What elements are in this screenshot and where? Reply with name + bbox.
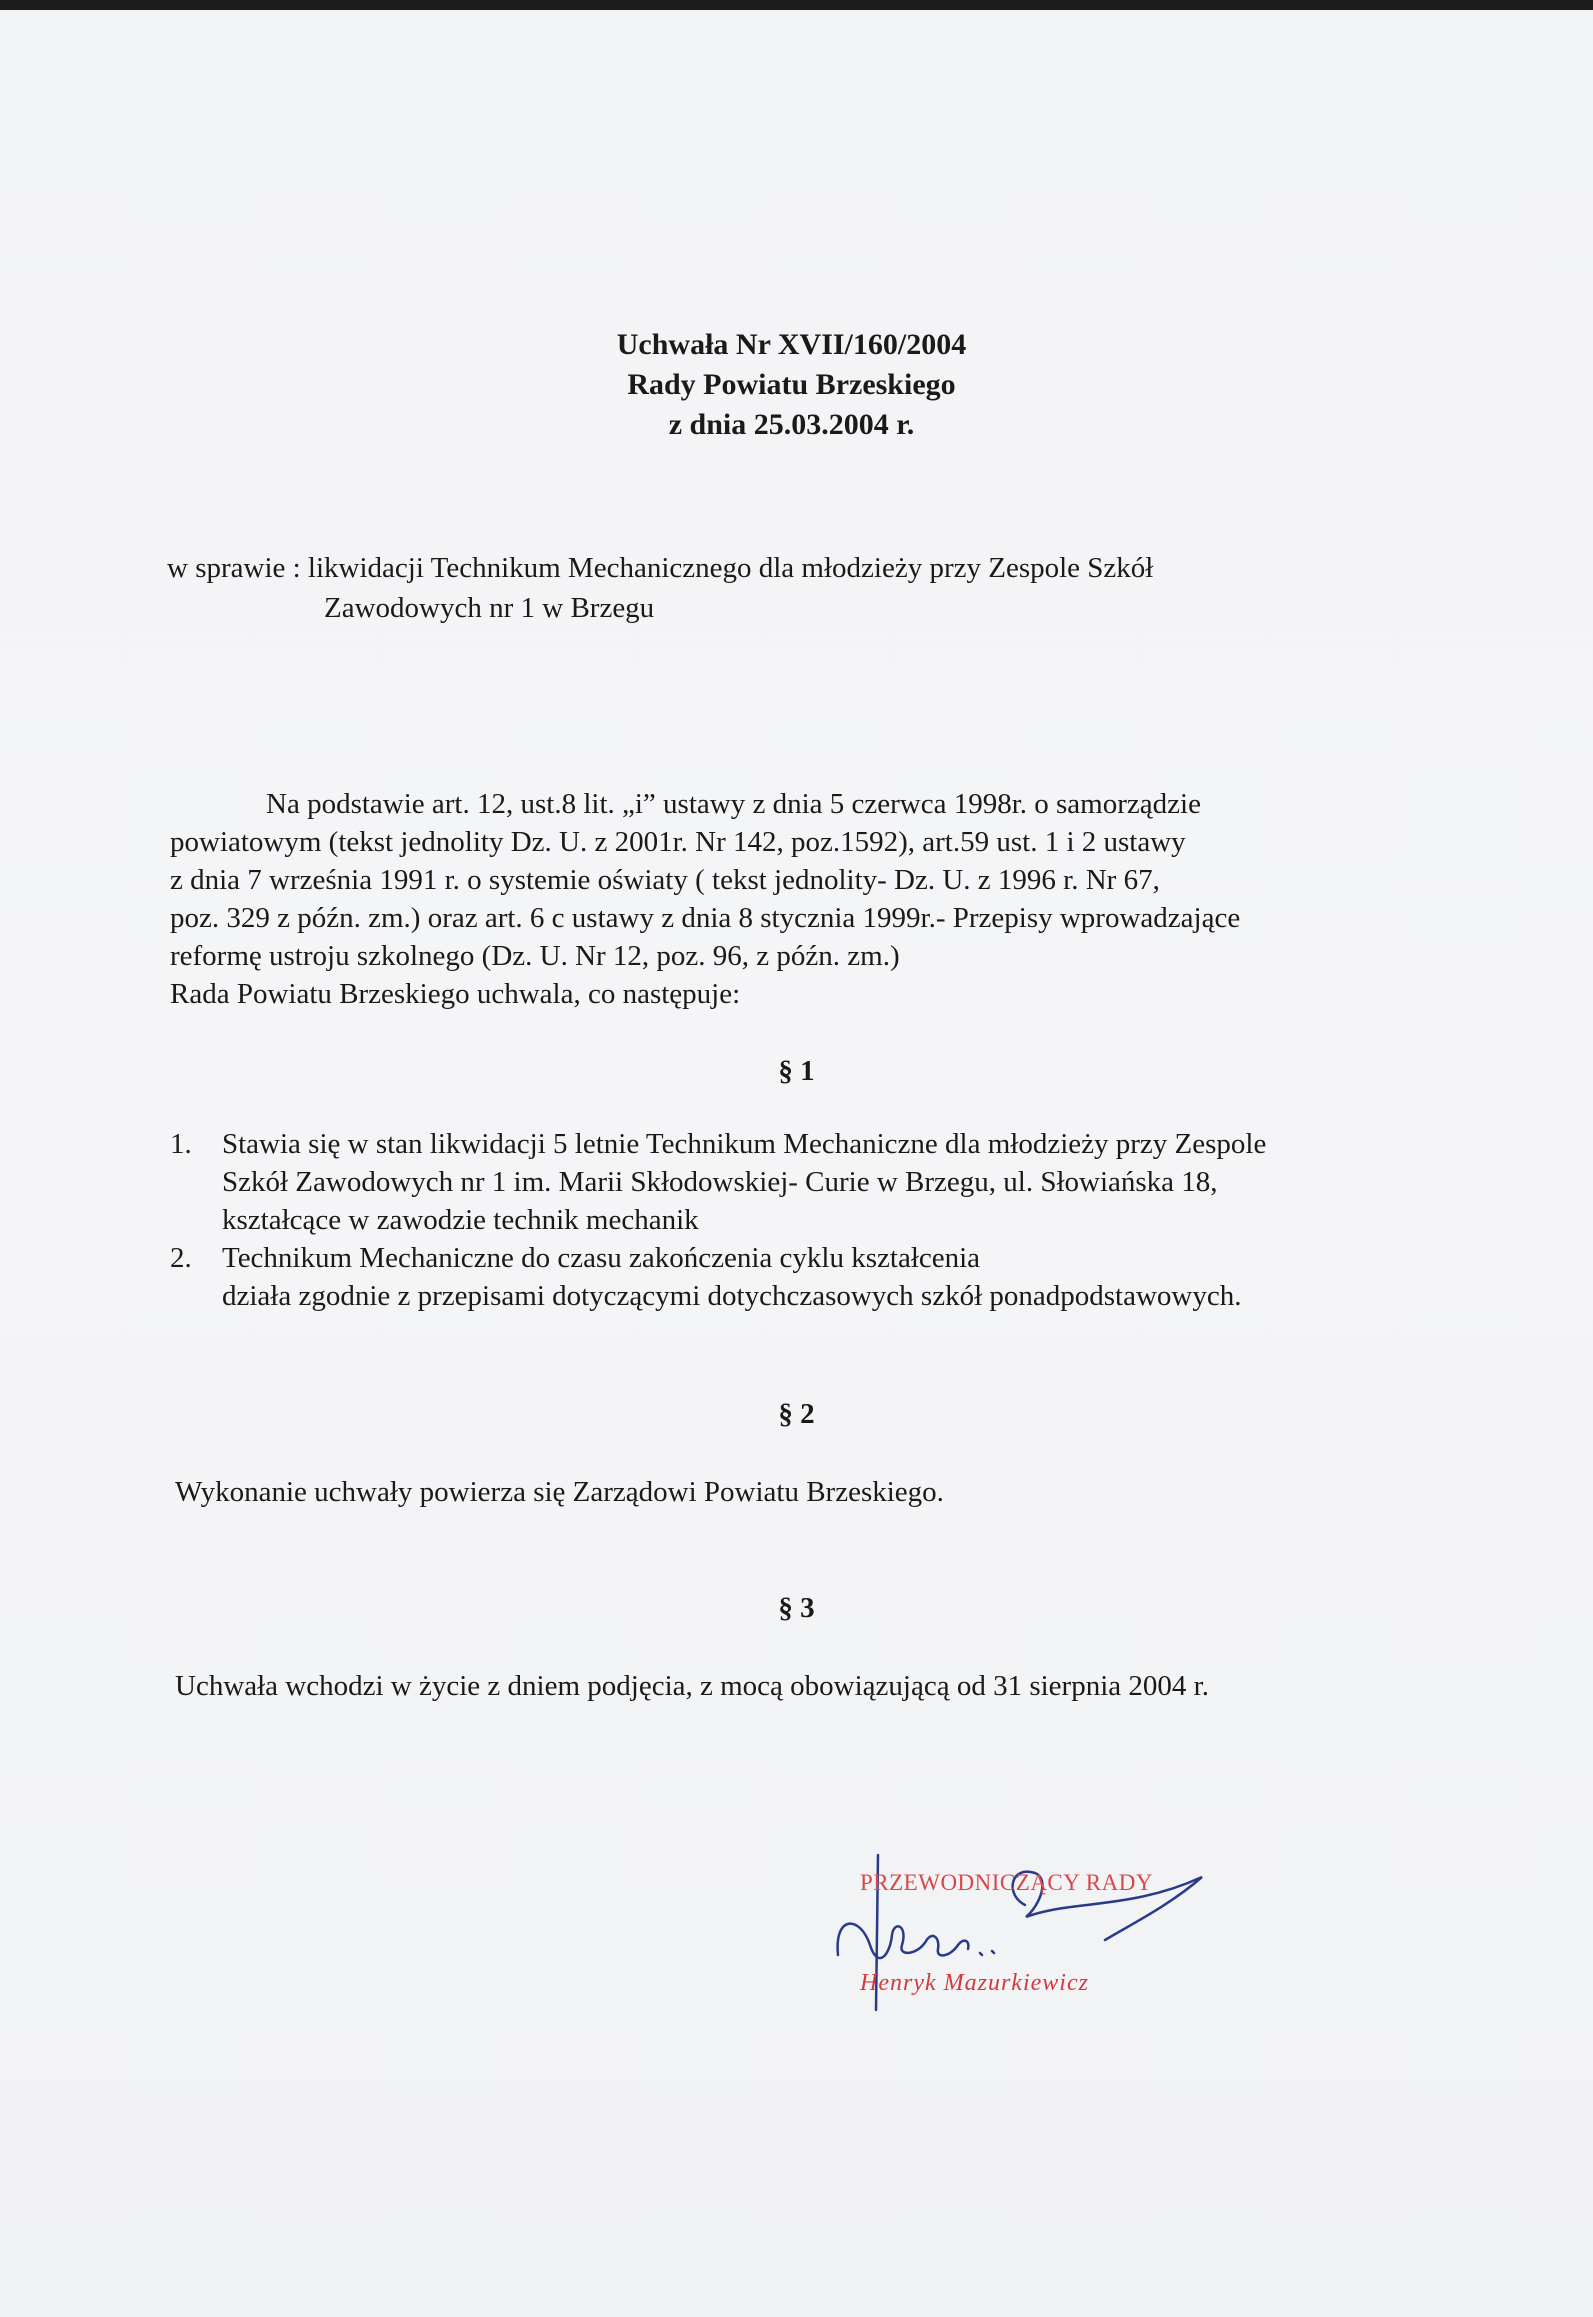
basis-line: reformę ustroju szkolnego (Dz. U. Nr 12, poz. 96, z późn. zm.) (170, 940, 900, 972)
list-item-text (222, 1239, 1470, 1315)
resolution-header (0, 325, 1593, 445)
subject-line-2: Zawodowych nr 1 w Brzegu (324, 592, 655, 624)
list-item-text (222, 1125, 1470, 1239)
list-item (170, 1239, 1470, 1315)
signature-stamp (830, 1845, 1290, 2015)
resolution-date: z dnia 25.03.2004 r. (668, 408, 915, 441)
council-name: Rady Powiatu Brzeskiego (627, 368, 956, 401)
scan-top-edge (0, 0, 1593, 10)
basis-line: Rada Powiatu Brzeskiego uchwala, co następuje: (170, 978, 741, 1010)
basis-line: Na podstawie art. 12, ust.8 lit. „i” ustawy z dnia 5 czerwca 1998r. o samorządzie (266, 788, 1201, 820)
list-item-number: 1. (170, 1128, 192, 1160)
list-item-line: Technikum Mechaniczne do czasu zakończenia cyklu kształcenia (222, 1242, 981, 1274)
basis-line: poz. 329 z późn. zm.) oraz art. 6 c ustawy z dnia 8 stycznia 1999r.- Przepisy wprowadzające (170, 902, 1241, 934)
basis-line: powiatowym (tekst jednolity Dz. U. z 2001r. Nr 142, poz.1592), art.59 ust. 1 i 2 ustawy (170, 826, 1186, 858)
basis-line: z dnia 7 września 1991 r. o systemie oświaty ( tekst jednolity- Dz. U. z 1996 r. Nr 67, (170, 864, 1160, 896)
resolution-number: Uchwała Nr XVII/160/2004 (616, 328, 967, 361)
stamp-name: Henryk Mazurkiewicz (860, 1970, 1089, 1996)
list-item-line: kształcące w zawodzie technik mechanik (222, 1204, 699, 1236)
section-2-text: Wykonanie uchwały powierza się Zarządowi Powiatu Brzeskiego. (175, 1476, 944, 1508)
section-2-heading: § 2 (778, 1398, 815, 1430)
list-item-line: Szkół Zawodowych nr 1 im. Marii Skłodowskiej- Curie w Brzegu, ul. Słowiańska 18, (222, 1166, 1218, 1198)
stamp-title: PRZEWODNICZĄCY RADY (860, 1870, 1153, 1895)
list-item-line: Stawia się w stan likwidacji 5 letnie Technikum Mechaniczne dla młodzieży przy Zespole (222, 1128, 1267, 1160)
section-1-heading: § 1 (778, 1055, 815, 1087)
subject-line-1: w sprawie : likwidacji Technikum Mechanicznego dla młodzieży przy Zespole Szkół (167, 552, 1154, 584)
list-item (170, 1125, 1470, 1239)
section-3-heading: § 3 (778, 1592, 815, 1624)
list-item-line: działa zgodnie z przepisami dotyczącymi dotychczasowych szkół ponadpodstawowych. (222, 1280, 1242, 1312)
legal-basis (170, 785, 1440, 1013)
resolution-subject (167, 548, 1417, 628)
section-1-list (170, 1125, 1470, 1315)
list-item-number: 2. (170, 1242, 192, 1274)
section-3-text: Uchwała wchodzi w życie z dniem podjęcia, z mocą obowiązującą od 31 sierpnia 2004 r. (175, 1670, 1209, 1702)
